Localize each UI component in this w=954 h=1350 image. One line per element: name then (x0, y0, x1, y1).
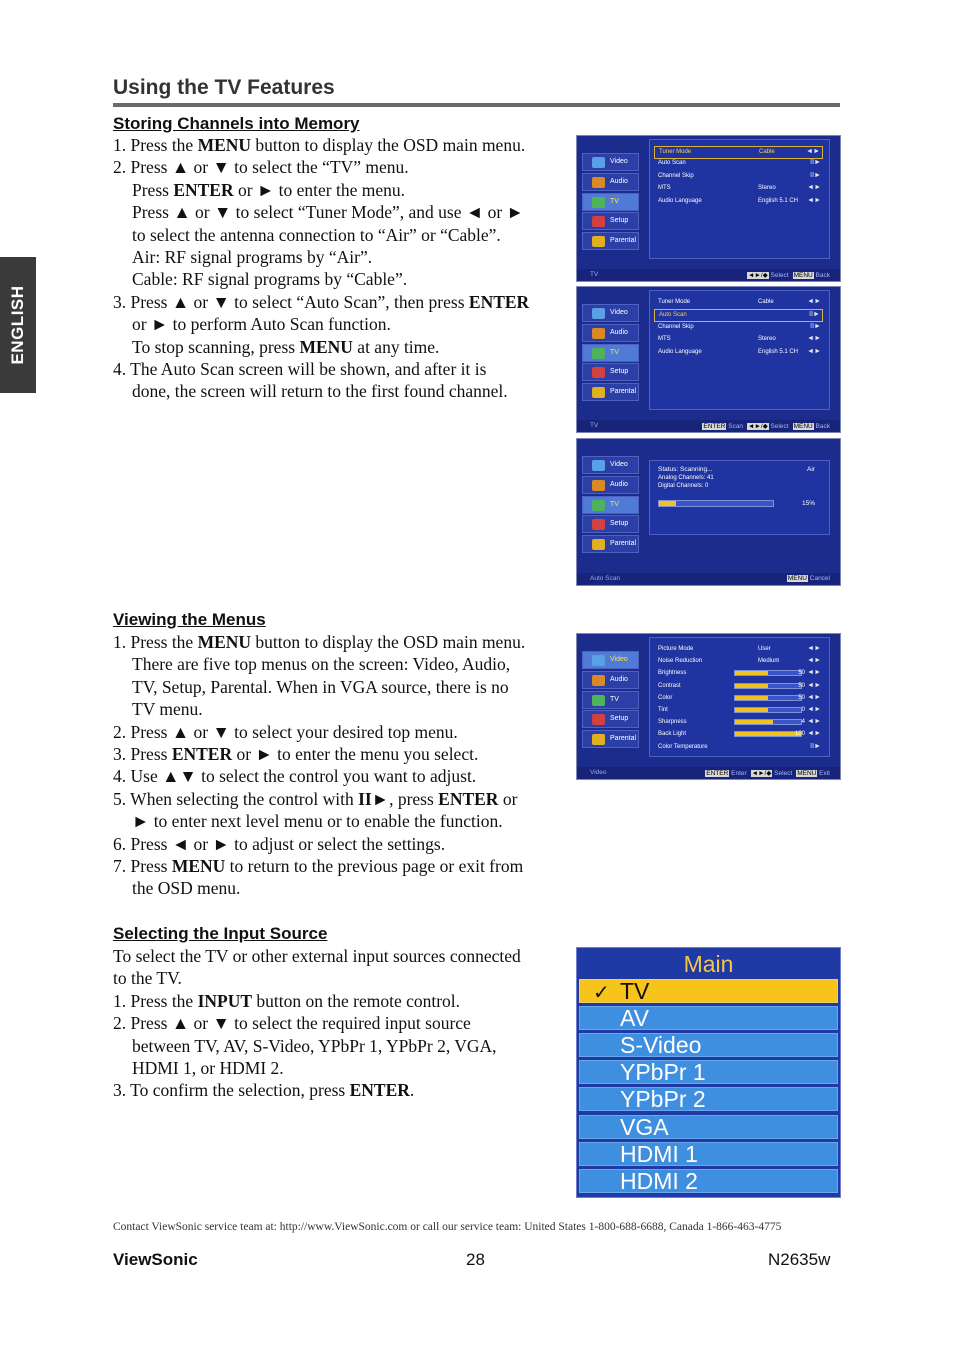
osd-setting-row[interactable] (654, 171, 823, 182)
input-source-hdmi-2[interactable] (579, 1169, 838, 1193)
osd-menu-label: Video (610, 656, 628, 663)
setting-name: Picture Mode (658, 646, 694, 652)
osd-footer-hints (705, 769, 834, 777)
adjust-arrows-icon: ◄► (807, 196, 821, 204)
setup-icon (592, 714, 605, 725)
instruction-line: 1. Press the MENU button to display the OSD main menu. (113, 135, 526, 155)
osd-setting-row[interactable] (654, 693, 823, 704)
setting-name: Channel Skip (658, 172, 694, 179)
language-tab (0, 257, 36, 393)
setting-number: 4 (801, 719, 805, 726)
instruction-line: Press ENTER or ► to enter the menu. (132, 179, 405, 200)
tv-icon (592, 348, 605, 359)
parental-icon (592, 387, 605, 398)
scan-percent: 15% (801, 500, 815, 507)
input-source-s-video[interactable] (579, 1033, 838, 1057)
osd-menu-label: Parental (610, 388, 637, 396)
parental-icon (592, 734, 605, 745)
osd-menu-label: TV (610, 197, 619, 205)
osd-footer-title: TV (590, 271, 599, 278)
page-title: Using the TV Features (113, 76, 335, 99)
osd-settings-panel (649, 139, 830, 259)
tv-icon (592, 500, 605, 511)
osd-menu-item-parental[interactable] (582, 730, 639, 748)
osd-setting-row[interactable] (654, 681, 823, 692)
setting-number: 50 (798, 670, 805, 677)
instruction-line: There are five top menus on the screen: Video, Audio, (132, 654, 511, 675)
instruction-line: to the TV. (113, 968, 182, 989)
setting-value: Medium (758, 658, 780, 665)
osd-menu-item-tv[interactable] (582, 344, 639, 362)
setting-name: Contrast (658, 682, 681, 689)
osd-menu-item-audio[interactable] (582, 476, 639, 494)
osd-setting-row[interactable] (654, 196, 823, 207)
input-source-ypbpr-1[interactable] (579, 1060, 838, 1084)
adjust-arrows-icon: ◄► (807, 706, 821, 713)
osd-menu-label: Audio (610, 480, 628, 488)
osd-menu-label: Setup (610, 217, 629, 225)
key-hint-label: Scan (726, 423, 744, 430)
osd-menu-item-setup[interactable] (582, 212, 639, 230)
osd-screen-auto-scan-select (576, 286, 841, 433)
instruction-line: 2. Press ▲ or ▼ to select your desired top menu. (113, 721, 458, 742)
osd-side-menu (582, 456, 639, 555)
setting-slider-fill (735, 696, 768, 700)
osd-menu-item-audio[interactable] (582, 324, 639, 342)
osd-setting-row[interactable] (654, 146, 823, 159)
key-hint-label: Exit (817, 770, 830, 777)
osd-menu-label: Audio (610, 328, 628, 336)
instruction-line: Cable: RF signal programs by “Cable”. (132, 269, 408, 290)
osd-setting-row[interactable] (654, 717, 823, 728)
instruction-line: 4. The Auto Scan screen will be shown, and after it is (113, 359, 487, 380)
setting-slider (734, 695, 802, 701)
input-source-label: TV (620, 978, 650, 1004)
audio-icon (592, 480, 605, 491)
adjust-arrows-icon: ◄► (807, 681, 821, 689)
osd-menu-item-parental[interactable] (582, 383, 639, 401)
osd-menu-label: Video (610, 158, 628, 165)
instruction-line: TV menu. (132, 699, 203, 720)
setting-slider-fill (735, 684, 768, 688)
setting-slider (734, 731, 802, 737)
setting-name: Channel Skip (658, 323, 694, 330)
audio-icon (592, 328, 605, 339)
setting-name: Color Temperature (658, 743, 708, 750)
setting-value: Cable (759, 149, 775, 155)
osd-footer (577, 269, 840, 281)
osd-menu-label: TV (610, 695, 619, 703)
setting-number: 50 (798, 694, 805, 701)
osd-menu-item-video[interactable] (582, 304, 639, 322)
osd-setting-row[interactable] (654, 322, 823, 333)
setting-name: Auto Scan (658, 160, 686, 167)
osd-menu-item-tv[interactable] (582, 496, 639, 514)
setting-slider (734, 707, 802, 713)
osd-menu-item-parental[interactable] (582, 232, 639, 250)
language-tab-label: ENGLISH (8, 285, 27, 365)
input-source-label: S-Video (620, 1032, 702, 1059)
input-instructions (113, 945, 521, 1102)
setting-slider-fill (735, 708, 768, 712)
parental-icon (592, 539, 605, 550)
osd-footer (577, 767, 840, 779)
key-badge: MENU (787, 575, 807, 582)
osd-footer-title: TV (590, 422, 599, 429)
key-hint-label: Select (772, 770, 793, 777)
setting-slider-fill (735, 720, 773, 724)
instruction-line: Press ▲ or ▼ to select “Tuner Mode”, and use ◄ or ► (132, 202, 524, 223)
key-badge: MENU (793, 272, 813, 279)
osd-menu-label: Video (610, 461, 628, 468)
osd-menu-item-tv[interactable] (582, 691, 639, 709)
setup-icon (592, 519, 605, 530)
osd-footer (577, 573, 840, 585)
osd-menu-item-audio[interactable] (582, 671, 639, 689)
instruction-line: To stop scanning, press MENU at any time. (132, 336, 440, 357)
osd-footer-hints (787, 575, 834, 582)
instruction-line: 4. Use ▲▼ to select the control you want to adjust. (113, 766, 477, 787)
instruction-line: 3. Press ENTER or ► to enter the menu you select. (113, 744, 479, 765)
adjust-arrows-icon: ◄► (807, 335, 821, 343)
setting-name: Audio Language (658, 348, 702, 355)
setting-value: Stereo (758, 336, 776, 343)
osd-setting-row[interactable] (654, 183, 823, 194)
instruction-line: 3. To confirm the selection, press ENTER. (113, 1080, 415, 1101)
osd-menu-label: Parental (610, 540, 637, 548)
adjust-arrows-icon: II► (810, 159, 821, 167)
key-badge: ENTER (706, 770, 729, 777)
adjust-arrows-icon: ◄► (807, 730, 821, 738)
osd-footer-title: Video (590, 769, 607, 776)
key-hint-label: Back (813, 423, 830, 430)
osd-menu-label: Parental (610, 237, 637, 245)
setup-icon (592, 367, 605, 378)
setting-name: Tuner Mode (658, 299, 691, 305)
setting-value: Cable (758, 299, 774, 305)
analog-channels: Analog Channels: 41 (658, 475, 714, 481)
osd-screen-scanning (576, 438, 841, 586)
setting-slider (734, 719, 802, 725)
storing-instructions (113, 134, 529, 403)
setting-value: User (758, 646, 771, 652)
osd-setting-row[interactable] (654, 668, 823, 679)
model-number: N2635w (768, 1250, 831, 1269)
osd-setting-row[interactable] (654, 309, 823, 322)
setting-name: MTS (658, 185, 671, 192)
osd-screen-tuner (576, 135, 841, 282)
instruction-line: ► to enter next level menu or to enable the function. (132, 811, 503, 832)
osd-footer-hints (747, 271, 834, 279)
section-heading-input: Selecting the Input Source (113, 924, 328, 943)
section-heading-storing: Storing Channels into Memory (113, 114, 360, 133)
tv-icon (592, 197, 605, 208)
osd-menu-item-setup[interactable] (582, 710, 639, 728)
setting-name: MTS (658, 336, 671, 343)
key-hint-label: Select (768, 272, 789, 279)
instruction-line: 3. Press ▲ or ▼ to select “Auto Scan”, then press ENTER (113, 291, 530, 312)
osd-menu-label: Setup (610, 715, 629, 723)
checkmark-icon: ✓ (593, 982, 610, 1004)
instruction-line: HDMI 1, or HDMI 2. (132, 1058, 284, 1079)
adjust-arrows-icon: ◄► (807, 657, 821, 665)
osd-setting-row[interactable] (654, 644, 823, 655)
osd-setting-row[interactable] (654, 705, 823, 716)
instruction-line: Air: RF signal programs by “Air”. (132, 247, 373, 268)
setting-slider-fill (735, 732, 801, 736)
instruction-line: or ► to perform Auto Scan function. (132, 314, 391, 335)
scan-status-panel (649, 460, 830, 535)
osd-menu-item-video[interactable] (582, 651, 639, 669)
key-badge: ◄►/◆ (748, 272, 768, 279)
input-source-ypbpr-2[interactable] (579, 1087, 838, 1111)
setting-number: 0 (801, 707, 805, 713)
section-heading-viewing: Viewing the Menus (113, 610, 266, 629)
input-source-vga[interactable] (579, 1115, 838, 1139)
setting-slider-fill (735, 671, 768, 675)
osd-setting-row[interactable] (654, 742, 823, 753)
osd-setting-row[interactable] (654, 334, 823, 345)
setting-slider (734, 683, 802, 689)
scan-progress-fill (659, 501, 676, 506)
osd-setting-row[interactable] (654, 656, 823, 667)
osd-menu-item-setup[interactable] (582, 363, 639, 381)
adjust-arrows-icon: II► (810, 171, 821, 179)
instruction-line: To select the TV or other external input sources connected (113, 946, 521, 966)
setting-number: 100 (794, 731, 805, 738)
osd-menu-label: Setup (610, 368, 629, 376)
setting-slider (734, 670, 802, 676)
osd-side-menu (582, 304, 639, 403)
key-badge: ◄►/◆ (751, 770, 772, 777)
instruction-line: the OSD menu. (132, 878, 241, 899)
key-hint-label: Select (768, 423, 789, 430)
adjust-arrows-icon: II► (810, 322, 821, 330)
key-badge: MENU (797, 770, 817, 777)
instruction-line: 2. Press ▲ or ▼ to select the required input source (113, 1013, 471, 1034)
input-source-av[interactable] (579, 1006, 838, 1030)
video-icon (592, 655, 605, 666)
adjust-arrows-icon: ◄► (807, 347, 821, 355)
setting-number: 50 (798, 682, 805, 689)
input-source-tv[interactable] (579, 979, 838, 1003)
adjust-arrows-icon: ◄► (807, 693, 821, 701)
instruction-line: to select the antenna connection to “Air” or “Cable”. (132, 224, 501, 245)
page-number: 28 (466, 1250, 485, 1269)
video-icon (592, 157, 605, 168)
setting-name: Back Light (658, 731, 687, 738)
setting-name: Sharpness (658, 719, 687, 726)
input-source-label: YPbPr 1 (620, 1059, 706, 1086)
osd-setting-row[interactable] (654, 297, 823, 308)
audio-icon (592, 675, 605, 686)
instruction-line: 2. Press ▲ or ▼ to select the “TV” menu. (113, 157, 409, 178)
setting-value: English 5.1 CH (758, 197, 799, 204)
osd-screen-video (576, 633, 841, 780)
osd-menu-item-parental[interactable] (582, 535, 639, 553)
setting-name: Noise Reduction (658, 658, 703, 665)
instruction-line: 6. Press ◄ or ► to adjust or select the settings. (113, 833, 446, 854)
viewing-instructions (113, 631, 525, 900)
adjust-arrows-icon: ◄► (807, 184, 821, 192)
osd-footer-title: Auto Scan (590, 575, 620, 582)
osd-menu-label: Parental (610, 735, 637, 743)
setting-value: English 5.1 CH (758, 348, 799, 355)
scan-status: Status: Scanning... (658, 466, 713, 473)
osd-menu-label: TV (610, 500, 619, 508)
osd-footer-hints (702, 422, 834, 430)
osd-setting-row[interactable] (654, 158, 823, 169)
osd-menu-label: Setup (610, 520, 629, 528)
adjust-arrows-icon: II► (809, 311, 820, 319)
input-source-label: VGA (620, 1113, 669, 1140)
setting-name: Tuner Mode (659, 149, 692, 155)
adjust-arrows-icon: II► (810, 742, 821, 750)
osd-setting-row[interactable] (654, 347, 823, 358)
key-badge: ◄►/◆ (748, 423, 768, 430)
adjust-arrows-icon: ◄► (807, 645, 821, 652)
key-hint-label: Cancel (807, 575, 830, 582)
instruction-line: TV, Setup, Parental. When in VGA source, there is no (132, 676, 509, 697)
instruction-line: 1. Press the MENU button to display the OSD main menu. (113, 632, 526, 652)
setting-name: Brightness (658, 670, 687, 677)
key-badge: ENTER (703, 423, 726, 430)
audio-icon (592, 177, 605, 188)
adjust-arrows-icon: ◄► (807, 298, 821, 305)
input-source-menu (576, 947, 841, 1198)
osd-settings-panel (649, 290, 830, 410)
osd-side-menu (582, 651, 639, 750)
contact-info: Contact ViewSonic service team at: http://www.ViewSonic.com or call our service team: United States 1-800-688-6688, Canada 1-866-463-4775 (113, 1221, 782, 1233)
key-badge: MENU (793, 423, 813, 430)
instruction-line: 5. When selecting the control with II►, press ENTER or (113, 788, 518, 809)
input-source-hdmi-1[interactable] (579, 1142, 838, 1166)
scan-progress-bar (658, 500, 774, 507)
footer-brand: ViewSonic (113, 1250, 198, 1269)
key-hint-label: Back (813, 272, 830, 279)
parental-icon (592, 236, 605, 247)
osd-menu-item-tv[interactable] (582, 193, 639, 211)
video-icon (592, 460, 605, 471)
input-source-label: HDMI 1 (620, 1140, 698, 1167)
adjust-arrows-icon: ◄► (807, 718, 821, 726)
setting-name: Tint (658, 707, 668, 713)
title-divider (113, 103, 840, 107)
osd-menu-item-video[interactable] (582, 456, 639, 474)
osd-settings-panel (649, 637, 830, 757)
osd-setting-row[interactable] (654, 729, 823, 740)
setting-value: Stereo (758, 185, 776, 192)
osd-menu-label: Video (610, 309, 628, 316)
input-source-label: YPbPr 2 (620, 1086, 706, 1113)
instruction-line: 1. Press the INPUT button on the remote control. (113, 990, 461, 1011)
input-menu-title: Main (683, 951, 734, 977)
adjust-arrows-icon: ◄► (806, 148, 820, 155)
osd-menu-item-audio[interactable] (582, 173, 639, 191)
adjust-arrows-icon: ◄► (807, 669, 821, 677)
osd-side-menu (582, 153, 639, 252)
instruction-line: done, the screen will return to the first found channel. (132, 381, 508, 402)
setup-icon (592, 216, 605, 227)
digital-channels: Digital Channels: 0 (658, 483, 709, 489)
setting-name: Auto Scan (659, 312, 687, 319)
osd-menu-item-setup[interactable] (582, 515, 639, 533)
input-source-label: AV (620, 1005, 649, 1032)
osd-menu-item-video[interactable] (582, 153, 639, 171)
video-icon (592, 308, 605, 319)
scan-source: Air (807, 466, 815, 473)
osd-menu-label: Audio (610, 675, 628, 683)
tv-icon (592, 695, 605, 706)
setting-name: Color (658, 694, 673, 701)
osd-footer (577, 420, 840, 432)
key-hint-label: Enter (729, 770, 747, 777)
input-source-label: HDMI 2 (620, 1167, 698, 1194)
osd-menu-label: Audio (610, 177, 628, 185)
setting-name: Audio Language (658, 197, 702, 204)
osd-menu-label: TV (610, 348, 619, 356)
instruction-line: between TV, AV, S-Video, YPbPr 1, YPbPr 2, VGA, (132, 1035, 497, 1056)
instruction-line: 7. Press MENU to return to the previous page or exit from (113, 856, 524, 877)
